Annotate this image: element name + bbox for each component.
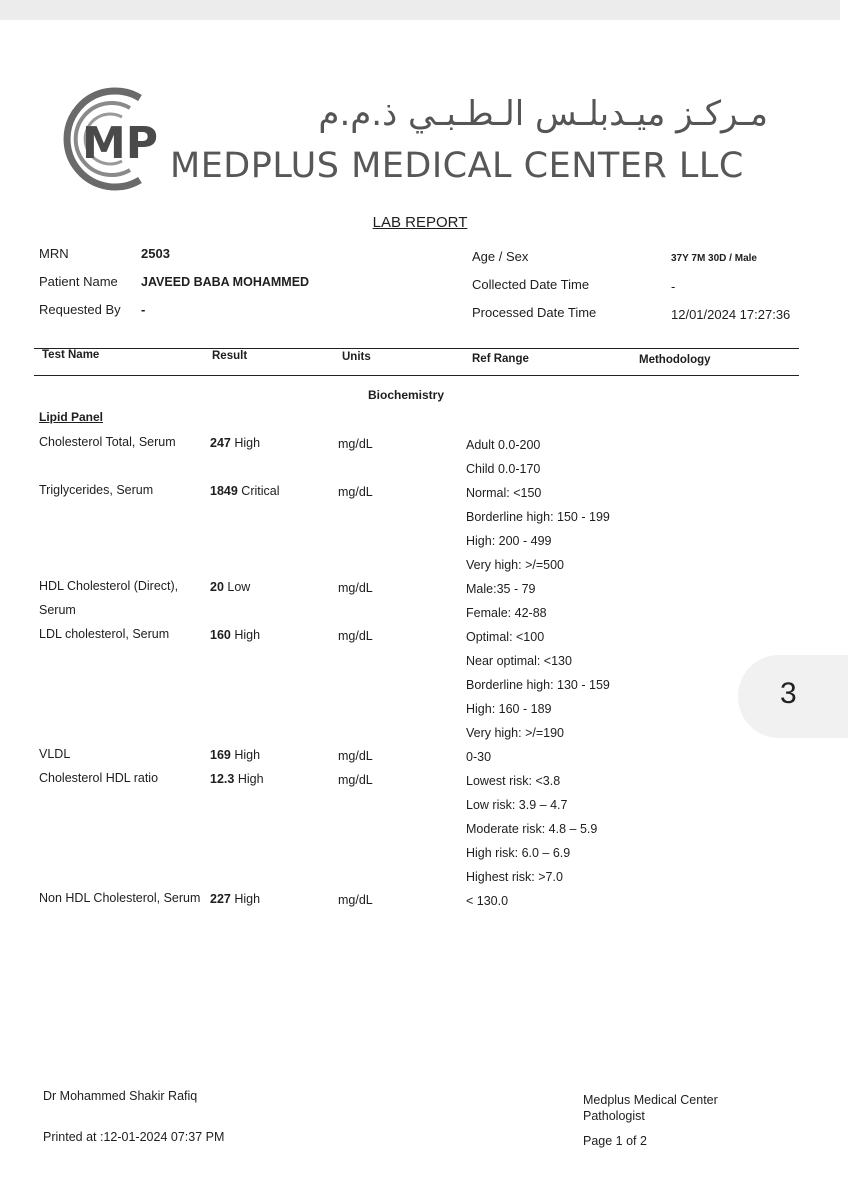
ref-range-line: < 130.0 bbox=[466, 894, 509, 908]
processed-label: Processed Date Time bbox=[472, 305, 597, 320]
ref-range-line: Near optimal: <130 bbox=[466, 654, 572, 668]
header-ref-range: Ref Range bbox=[472, 353, 529, 365]
requested-by-value: - bbox=[141, 302, 146, 317]
ref-range-line: High: 160 - 189 bbox=[466, 702, 552, 716]
medplus-logo-icon bbox=[48, 86, 159, 192]
printed-at: Printed at :12-01-2024 07:37 PM bbox=[43, 1130, 225, 1144]
age-sex-value: 37Y 7M 30D / Male bbox=[671, 253, 757, 264]
test-unit: mg/dL bbox=[338, 893, 373, 907]
header-test-name: Test Name bbox=[42, 349, 100, 361]
table-header-bottom-rule bbox=[34, 375, 799, 376]
page-number-tab-label: 3 bbox=[780, 677, 797, 710]
ref-range-line: Very high: >/=190 bbox=[466, 726, 564, 740]
test-name: LDL cholesterol, Serum bbox=[39, 627, 170, 641]
ref-range-line: High risk: 6.0 – 6.9 bbox=[466, 846, 571, 860]
ref-range-line: Low risk: 3.9 – 4.7 bbox=[466, 798, 568, 812]
ref-range-line: Borderline high: 150 - 199 bbox=[466, 510, 610, 524]
top-edge-band bbox=[0, 0, 840, 20]
test-name: Cholesterol Total, Serum bbox=[39, 435, 176, 449]
test-result: 20 Low bbox=[210, 580, 251, 594]
test-unit: mg/dL bbox=[338, 773, 373, 787]
test-unit: mg/dL bbox=[338, 581, 373, 595]
ref-range-line: Child 0.0-170 bbox=[466, 462, 541, 476]
ref-range-line: Female: 42-88 bbox=[466, 606, 547, 620]
test-result: 247 High bbox=[210, 436, 261, 450]
pathologist-role: Pathologist bbox=[583, 1109, 645, 1123]
collected-label: Collected Date Time bbox=[472, 277, 590, 292]
requested-by-label: Requested By bbox=[39, 302, 121, 317]
ref-range-line: Borderline high: 130 - 159 bbox=[466, 678, 610, 692]
doctor-name: Dr Mohammed Shakir Rafiq bbox=[43, 1089, 198, 1103]
processed-value: 12/01/2024 17:27:36 bbox=[671, 307, 791, 322]
table-header-top-rule bbox=[34, 348, 799, 349]
ref-range-line: Male:35 - 79 bbox=[466, 582, 536, 596]
test-name-continued: Serum bbox=[39, 603, 76, 617]
test-unit: mg/dL bbox=[338, 437, 373, 451]
patient-name-value: JAVEED BABA MOHAMMED bbox=[141, 275, 310, 289]
ref-range-line: Lowest risk: <3.8 bbox=[466, 774, 561, 788]
center-signature: Medplus Medical Center bbox=[583, 1093, 718, 1107]
test-name: Non HDL Cholesterol, Serum bbox=[39, 891, 201, 905]
center-name-english: MEDPLUS MEDICAL CENTER LLC bbox=[170, 146, 744, 186]
ref-range-line: Adult 0.0-200 bbox=[466, 438, 541, 452]
test-result: 12.3 High bbox=[210, 772, 264, 786]
report-title: LAB REPORT bbox=[372, 214, 468, 231]
page-indicator: Page 1 of 2 bbox=[583, 1134, 647, 1148]
center-name-arabic: مـركـز ميـدبلـس الـطـبـي ذ.م.م bbox=[318, 94, 768, 134]
test-result: 1849 Critical bbox=[210, 484, 280, 498]
mrn-label: MRN bbox=[39, 246, 69, 261]
panel-heading: Lipid Panel bbox=[39, 410, 104, 424]
test-result: 169 High bbox=[210, 748, 261, 762]
test-unit: mg/dL bbox=[338, 629, 373, 643]
ref-range-line: High: 200 - 499 bbox=[466, 534, 552, 548]
test-result: 160 High bbox=[210, 628, 261, 642]
ref-range-line: Optimal: <100 bbox=[466, 630, 545, 644]
patient-name-label: Patient Name bbox=[39, 274, 118, 289]
header-units: Units bbox=[342, 351, 371, 363]
page-number-tab[interactable] bbox=[738, 655, 848, 738]
test-name: VLDL bbox=[39, 747, 71, 761]
test-name: Cholesterol HDL ratio bbox=[39, 771, 159, 785]
test-name: HDL Cholesterol (Direct), bbox=[39, 579, 179, 593]
test-unit: mg/dL bbox=[338, 749, 373, 763]
section-heading: Biochemistry bbox=[367, 388, 445, 402]
test-result: 227 High bbox=[210, 892, 261, 906]
svg-text:MP: MP bbox=[82, 118, 159, 169]
ref-range-line: Highest risk: >7.0 bbox=[466, 870, 563, 884]
ref-range-line: 0-30 bbox=[466, 750, 492, 764]
ref-range-line: Very high: >/=500 bbox=[466, 558, 564, 572]
ref-range-line: Normal: <150 bbox=[466, 486, 542, 500]
mrn-value: 2503 bbox=[141, 246, 170, 261]
header-result: Result bbox=[212, 350, 248, 362]
age-sex-label: Age / Sex bbox=[472, 249, 529, 264]
test-unit: mg/dL bbox=[338, 485, 373, 499]
collected-value: - bbox=[671, 279, 676, 294]
header-methodology: Methodology bbox=[639, 354, 711, 366]
test-name: Triglycerides, Serum bbox=[39, 483, 154, 497]
ref-range-line: Moderate risk: 4.8 – 5.9 bbox=[466, 822, 598, 836]
